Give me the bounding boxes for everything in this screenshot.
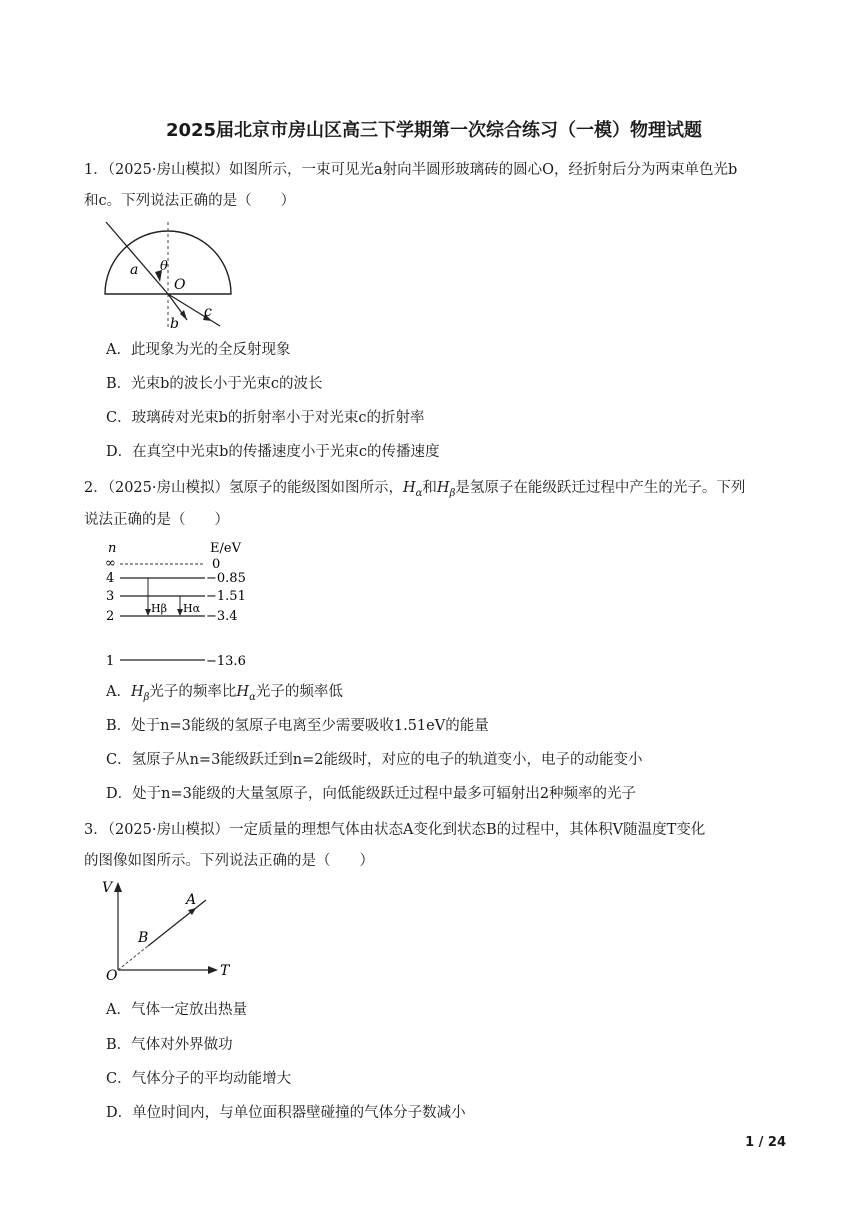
q2-e3: −1.51 <box>206 589 246 604</box>
q3-label-o: O <box>106 968 118 984</box>
q2-e-inf: 0 <box>212 557 221 572</box>
q1-option-b: B．光束b的波长小于光束c的波长 <box>106 376 323 392</box>
q2-option-d: D．处于n=3能级的大量氢原子，向低能级跃迁过程中最多可辐射出2种频率的光子 <box>106 786 637 802</box>
q3-label-a: A <box>186 892 197 908</box>
q2-n3: 3 <box>106 589 115 604</box>
q1-label-a: a <box>130 262 139 278</box>
page-number: 1 / 24 <box>745 1135 786 1150</box>
q2-label-e: E/eV <box>210 541 241 556</box>
q2-e1: −13.6 <box>206 654 246 669</box>
document-title: 2025届北京市房山区高三下学期第一次综合练习（一模）物理试题 <box>165 120 703 141</box>
q2-stem-pre: 2．（2025·房山模拟）氢原子的能级图如图所示， <box>84 480 403 496</box>
q3-stem-line-1: 3．（2025·房山模拟）一定质量的理想气体由状态A变化到状态B的过程中，其体积V随温度T变化 <box>84 822 706 838</box>
q2-option-b: B．处于n=3能级的氢原子电离至少需要吸收1.51eV的能量 <box>106 718 489 734</box>
q2-label-inf: ∞ <box>105 556 116 571</box>
q2-stem-line-1 <box>84 478 745 504</box>
q2-e4: −0.85 <box>206 571 246 586</box>
q2-label-halpha: Hα <box>183 602 201 615</box>
q3-option-a: A．气体一定放出热量 <box>106 1002 247 1018</box>
q3-label-b: B <box>138 930 149 946</box>
q2-stem-post: 是氢原子在能级跃迁过程中产生的光子。下列 <box>455 480 746 496</box>
q3-vt-graph <box>100 882 240 982</box>
q3-stem-line-2: 的图像如图所示。下列说法正确的是（ ） <box>84 853 374 869</box>
q3-option-b: B．气体对外界做功 <box>106 1037 233 1053</box>
q2-n4: 4 <box>106 571 115 586</box>
q3-option-d: D．单位时间内，与单位面积器壁碰撞的气体分子数减小 <box>106 1105 466 1121</box>
q1-stem-line-2: 和c。下列说法正确的是（ ） <box>84 193 296 209</box>
q1-label-b: b <box>170 316 179 332</box>
q1-option-c: C．玻璃砖对光束b的折射率小于对光束c的折射率 <box>106 410 425 426</box>
q2-n1: 1 <box>106 654 115 669</box>
q2-e2: −3.4 <box>206 609 238 624</box>
q2-stem-line-2: 说法正确的是（ ） <box>84 512 229 528</box>
q1-stem-line-1: 1．（2025·房山模拟）如图所示，一束可见光a射向半圆形玻璃砖的圆心O，经折射后分为两束单色光b <box>84 162 738 178</box>
q2-option-a: A．$H_\beta$光子的频率比$H_\alpha$光子的频率低 <box>106 684 343 703</box>
q1-option-a: A．此现象为光的全反射现象 <box>106 342 291 358</box>
q2-h-alpha: $H_\alpha$ <box>402 480 423 499</box>
q3-option-c: C．气体分子的平均动能增大 <box>106 1071 292 1087</box>
q3-label-t: T <box>220 963 230 979</box>
q2-h-beta: $H_\beta$ <box>436 480 456 499</box>
q1-label-o: O <box>174 277 186 293</box>
q3-label-v: V <box>102 880 113 896</box>
q1-option-d: D．在真空中光束b的传播速度小于光束c的传播速度 <box>106 444 440 460</box>
q1-label-theta: θ <box>160 259 168 274</box>
q2-n2: 2 <box>106 609 115 624</box>
q2-and: 和 <box>422 480 437 496</box>
q2-energy-level-diagram <box>100 540 260 670</box>
q1-semicircle-glass-figure <box>100 222 240 332</box>
q2-label-hbeta: Hβ <box>151 602 167 615</box>
q1-label-c: c <box>204 304 212 320</box>
q2-label-n: n <box>108 541 117 556</box>
q2-option-c: C．氢原子从n=3能级跃迁到n=2能级时，对应的电子的轨道变小，电子的动能变小 <box>106 752 643 768</box>
